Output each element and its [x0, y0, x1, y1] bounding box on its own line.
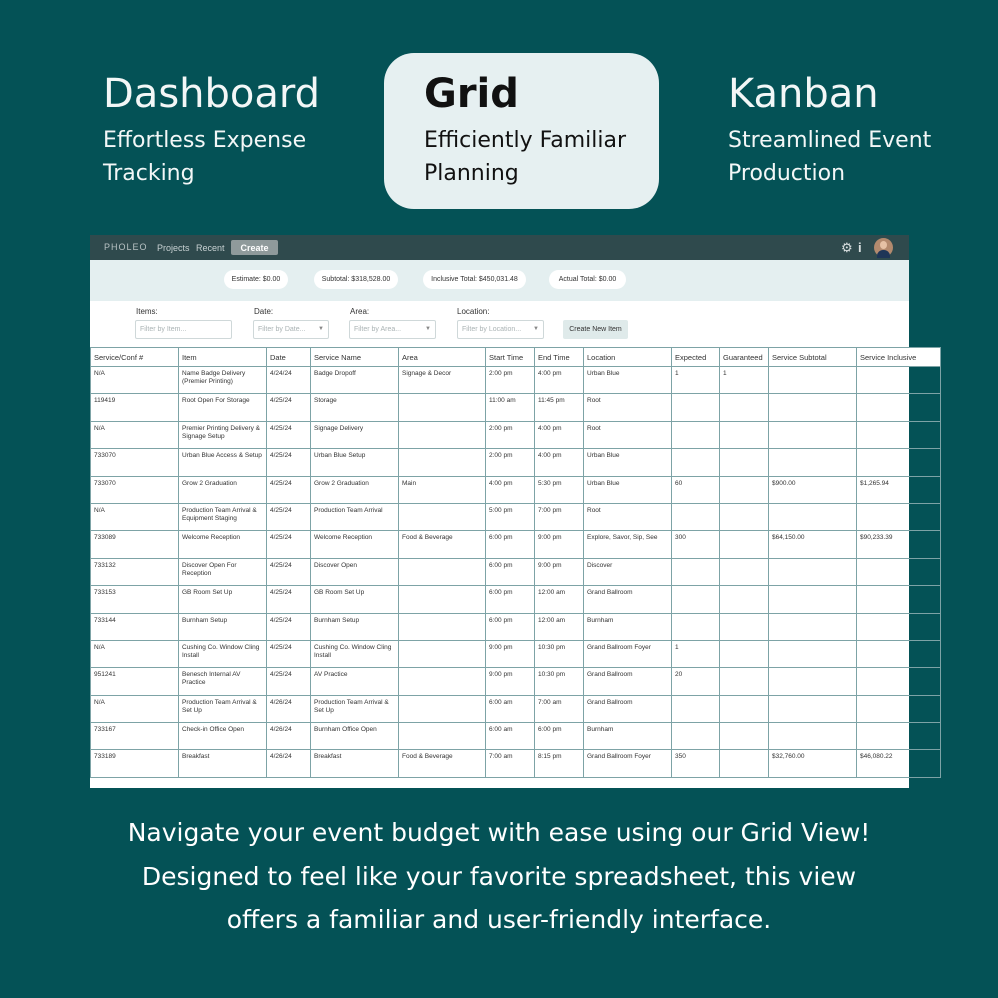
- table-cell[interactable]: $900.00: [769, 476, 857, 503]
- table-cell[interactable]: 9:00 pm: [486, 640, 535, 667]
- totals-bar: [90, 260, 909, 301]
- date-filter-placeholder: Filter by Date...: [258, 326, 306, 333]
- column-header[interactable]: Service/Conf #: [91, 348, 179, 367]
- table-cell[interactable]: 733144: [91, 613, 179, 640]
- table-row[interactable]: [91, 750, 941, 777]
- table-cell[interactable]: [399, 613, 486, 640]
- services-grid: [90, 347, 941, 778]
- table-cell[interactable]: 4/26/24: [267, 750, 311, 777]
- table-cell[interactable]: [672, 449, 720, 476]
- table-cell[interactable]: 2:00 pm: [486, 421, 535, 448]
- table-cell[interactable]: 10:30 pm: [535, 668, 584, 695]
- table-cell[interactable]: Grow 2 Graduation: [179, 476, 267, 503]
- table-row[interactable]: [91, 668, 941, 695]
- table-cell[interactable]: 10:30 pm: [535, 640, 584, 667]
- area-filter-select[interactable]: [349, 320, 436, 339]
- gear-icon[interactable]: ⚙: [841, 240, 853, 255]
- table-row[interactable]: [91, 558, 941, 585]
- table-cell[interactable]: 6:00 pm: [486, 586, 535, 613]
- caption-line-1: Navigate your event budget with ease using our Grid View!: [127, 818, 871, 847]
- table-cell[interactable]: [399, 449, 486, 476]
- table-cell[interactable]: Welcome Reception: [311, 531, 399, 558]
- inclusive-total: Inclusive Total: $450,031.48: [423, 270, 526, 289]
- table-cell[interactable]: 733167: [91, 723, 179, 750]
- column-header[interactable]: Location: [584, 348, 672, 367]
- table-cell[interactable]: 6:00 pm: [535, 723, 584, 750]
- table-cell[interactable]: Burnham Office Open: [311, 723, 399, 750]
- table-cell[interactable]: 733070: [91, 476, 179, 503]
- table-cell[interactable]: 4/25/24: [267, 449, 311, 476]
- app-top-bar: [90, 235, 909, 260]
- table-cell[interactable]: 4:00 pm: [535, 449, 584, 476]
- tab-grid-subtitle-line2: Planning: [424, 161, 519, 186]
- table-cell[interactable]: 20: [672, 668, 720, 695]
- table-cell[interactable]: 11:00 am: [486, 394, 535, 421]
- table-cell[interactable]: Grow 2 Graduation: [311, 476, 399, 503]
- table-cell[interactable]: Burnham: [584, 613, 672, 640]
- table-cell[interactable]: $1,265.94: [857, 476, 941, 503]
- table-cell[interactable]: [857, 613, 941, 640]
- table-cell[interactable]: Production Team Arrival & Equipment Staging: [179, 503, 267, 530]
- table-cell[interactable]: [720, 531, 769, 558]
- area-filter-label: Area:: [350, 307, 370, 316]
- table-cell[interactable]: Explore, Savor, Sip, See: [584, 531, 672, 558]
- location-filter-placeholder: Filter by Location...: [462, 326, 522, 333]
- table-cell[interactable]: N/A: [91, 695, 179, 722]
- caption-line-2: Designed to feel like your favorite spreadsheet, this view: [141, 862, 857, 891]
- table-cell[interactable]: [857, 449, 941, 476]
- table-cell[interactable]: Grand Ballroom: [584, 695, 672, 722]
- table-cell[interactable]: [720, 394, 769, 421]
- table-cell[interactable]: [720, 750, 769, 777]
- table-cell[interactable]: 7:00 am: [535, 695, 584, 722]
- tab-kanban-subtitle-line1: Streamlined Event: [728, 128, 932, 153]
- nav-projects[interactable]: Projects: [157, 243, 190, 253]
- table-cell[interactable]: [672, 586, 720, 613]
- table-cell[interactable]: 4:00 pm: [486, 476, 535, 503]
- table-cell[interactable]: [399, 394, 486, 421]
- table-cell[interactable]: [399, 640, 486, 667]
- table-cell[interactable]: Food & Beverage: [399, 750, 486, 777]
- table-cell[interactable]: [857, 668, 941, 695]
- table-cell[interactable]: 9:00 pm: [486, 668, 535, 695]
- table-cell[interactable]: [672, 613, 720, 640]
- table-cell[interactable]: [857, 723, 941, 750]
- table-cell[interactable]: 6:00 pm: [486, 558, 535, 585]
- table-cell[interactable]: Signage & Decor: [399, 367, 486, 394]
- table-cell[interactable]: [672, 558, 720, 585]
- table-cell[interactable]: 2:00 pm: [486, 367, 535, 394]
- table-cell[interactable]: Root Open For Storage: [179, 394, 267, 421]
- tab-dashboard-subtitle-line2: Tracking: [103, 161, 195, 186]
- table-cell[interactable]: [769, 668, 857, 695]
- table-cell[interactable]: [857, 367, 941, 394]
- table-cell[interactable]: [720, 586, 769, 613]
- actual-total: Actual Total: $0.00: [549, 270, 626, 289]
- table-cell[interactable]: [769, 695, 857, 722]
- table-cell[interactable]: 11:45 pm: [535, 394, 584, 421]
- table-cell[interactable]: 9:00 pm: [535, 531, 584, 558]
- table-cell[interactable]: Welcome Reception: [179, 531, 267, 558]
- table-cell[interactable]: [672, 421, 720, 448]
- tab-kanban-title: Kanban: [728, 71, 879, 117]
- table-cell[interactable]: 300: [672, 531, 720, 558]
- table-cell[interactable]: [399, 668, 486, 695]
- table-cell[interactable]: 733189: [91, 750, 179, 777]
- table-cell[interactable]: Check-in Office Open: [179, 723, 267, 750]
- column-header[interactable]: Service Inclusive: [857, 348, 941, 367]
- column-header[interactable]: Date: [267, 348, 311, 367]
- table-cell[interactable]: [672, 394, 720, 421]
- table-cell[interactable]: Name Badge Delivery (Premier Printing): [179, 367, 267, 394]
- column-header[interactable]: Service Name: [311, 348, 399, 367]
- table-cell[interactable]: 733153: [91, 586, 179, 613]
- tab-grid-subtitle-line1: Efficiently Familiar: [424, 128, 627, 153]
- table-cell[interactable]: 4/25/24: [267, 558, 311, 585]
- grid-body: [91, 367, 941, 778]
- table-row[interactable]: [91, 394, 941, 421]
- items-filter-label: Items:: [136, 307, 158, 316]
- avatar-head: [880, 241, 887, 249]
- table-cell[interactable]: 1: [672, 640, 720, 667]
- table-cell[interactable]: $32,760.00: [769, 750, 857, 777]
- column-header[interactable]: Guaranteed: [720, 348, 769, 367]
- table-cell[interactable]: 2:00 pm: [486, 449, 535, 476]
- table-cell[interactable]: N/A: [91, 367, 179, 394]
- column-header[interactable]: Item: [179, 348, 267, 367]
- table-cell[interactable]: [720, 449, 769, 476]
- table-cell[interactable]: Badge Dropoff: [311, 367, 399, 394]
- tab-grid[interactable]: [424, 70, 626, 190]
- date-filter-label: Date:: [254, 307, 274, 316]
- tab-dashboard-subtitle: [103, 124, 320, 190]
- column-header[interactable]: End Time: [535, 348, 584, 367]
- grid-view-screenshot: [90, 235, 917, 788]
- table-cell[interactable]: Discover Open: [311, 558, 399, 585]
- nav-recent[interactable]: Recent: [196, 243, 225, 253]
- chevron-down-icon: ▼: [318, 326, 324, 332]
- tab-dashboard[interactable]: [103, 70, 320, 190]
- table-cell[interactable]: 350: [672, 750, 720, 777]
- tab-grid-title: Grid: [424, 71, 519, 117]
- table-cell[interactable]: [769, 558, 857, 585]
- table-cell[interactable]: GB Room Set Up: [311, 586, 399, 613]
- table-cell[interactable]: 6:00 pm: [486, 613, 535, 640]
- table-cell[interactable]: 4/25/24: [267, 476, 311, 503]
- table-cell[interactable]: Urban Blue: [584, 449, 672, 476]
- table-row[interactable]: [91, 723, 941, 750]
- table-row[interactable]: [91, 476, 941, 503]
- table-cell[interactable]: [399, 695, 486, 722]
- table-cell[interactable]: [720, 723, 769, 750]
- table-cell[interactable]: Main: [399, 476, 486, 503]
- table-cell[interactable]: [857, 421, 941, 448]
- table-cell[interactable]: Production Team Arrival & Set Up: [179, 695, 267, 722]
- tab-grid-subtitle: [424, 124, 626, 190]
- table-cell[interactable]: Burnham Setup: [311, 613, 399, 640]
- table-cell[interactable]: 4:00 pm: [535, 367, 584, 394]
- table-cell[interactable]: Grand Ballroom: [584, 668, 672, 695]
- create-button[interactable]: Create: [231, 240, 278, 255]
- table-cell[interactable]: [857, 558, 941, 585]
- table-cell[interactable]: [672, 695, 720, 722]
- table-cell[interactable]: Production Team Arrival: [311, 503, 399, 530]
- avatar-body: [877, 250, 890, 258]
- table-cell[interactable]: [857, 503, 941, 530]
- table-cell[interactable]: [769, 613, 857, 640]
- table-cell[interactable]: [857, 394, 941, 421]
- table-cell[interactable]: Signage Delivery: [311, 421, 399, 448]
- table-row[interactable]: [91, 531, 941, 558]
- table-cell[interactable]: N/A: [91, 640, 179, 667]
- table-cell[interactable]: [720, 613, 769, 640]
- column-header[interactable]: Area: [399, 348, 486, 367]
- table-cell[interactable]: 6:00 am: [486, 695, 535, 722]
- table-cell[interactable]: Production Team Arrival & Set Up: [311, 695, 399, 722]
- table-row[interactable]: [91, 421, 941, 448]
- grid-header-row: [91, 348, 941, 367]
- table-cell[interactable]: Grand Ballroom Foyer: [584, 750, 672, 777]
- table-cell[interactable]: 733070: [91, 449, 179, 476]
- table-cell[interactable]: [720, 668, 769, 695]
- table-row[interactable]: [91, 586, 941, 613]
- date-filter-select[interactable]: [253, 320, 329, 339]
- table-cell[interactable]: 4/26/24: [267, 695, 311, 722]
- table-cell[interactable]: [399, 421, 486, 448]
- table-cell[interactable]: Grand Ballroom: [584, 586, 672, 613]
- table-cell[interactable]: Root: [584, 503, 672, 530]
- table-cell[interactable]: [672, 503, 720, 530]
- table-cell[interactable]: [857, 586, 941, 613]
- table-cell[interactable]: 4/25/24: [267, 586, 311, 613]
- table-cell[interactable]: GB Room Set Up: [179, 586, 267, 613]
- tab-kanban-subtitle: [728, 124, 931, 190]
- table-cell[interactable]: [399, 723, 486, 750]
- table-cell[interactable]: 9:00 pm: [535, 558, 584, 585]
- table-cell[interactable]: $46,080.22: [857, 750, 941, 777]
- table-cell[interactable]: $90,233.39: [857, 531, 941, 558]
- table-cell[interactable]: 1: [720, 367, 769, 394]
- table-row[interactable]: [91, 695, 941, 722]
- table-cell[interactable]: AV Practice: [311, 668, 399, 695]
- table-cell[interactable]: N/A: [91, 503, 179, 530]
- table-cell[interactable]: [720, 476, 769, 503]
- table-cell[interactable]: 6:00 pm: [486, 531, 535, 558]
- table-cell[interactable]: Grand Ballroom Foyer: [584, 640, 672, 667]
- table-cell[interactable]: 951241: [91, 668, 179, 695]
- table-cell[interactable]: 4/25/24: [267, 421, 311, 448]
- table-cell[interactable]: 5:00 pm: [486, 503, 535, 530]
- table-cell[interactable]: Root: [584, 421, 672, 448]
- table-cell[interactable]: 4/24/24: [267, 367, 311, 394]
- table-row[interactable]: [91, 640, 941, 667]
- column-header[interactable]: Expected: [672, 348, 720, 367]
- table-cell[interactable]: Urban Blue Setup: [311, 449, 399, 476]
- filter-bar: [90, 301, 909, 347]
- location-filter-select[interactable]: [457, 320, 544, 339]
- tab-kanban-subtitle-line2: Production: [728, 161, 846, 186]
- table-cell[interactable]: [769, 723, 857, 750]
- table-cell[interactable]: [720, 695, 769, 722]
- table-cell[interactable]: 4/25/24: [267, 531, 311, 558]
- table-cell[interactable]: [769, 394, 857, 421]
- table-cell[interactable]: Discover Open For Reception: [179, 558, 267, 585]
- tab-dashboard-subtitle-line1: Effortless Expense: [103, 128, 307, 153]
- table-cell[interactable]: [399, 503, 486, 530]
- table-cell[interactable]: 7:00 am: [486, 750, 535, 777]
- table-cell[interactable]: 12:00 am: [535, 613, 584, 640]
- table-row[interactable]: [91, 367, 941, 394]
- subtotal-total: Subtotal: $318,528.00: [314, 270, 398, 289]
- table-cell[interactable]: [769, 367, 857, 394]
- table-cell[interactable]: [672, 723, 720, 750]
- table-row[interactable]: [91, 613, 941, 640]
- table-cell[interactable]: [769, 586, 857, 613]
- table-row[interactable]: [91, 449, 941, 476]
- table-cell[interactable]: 4/25/24: [267, 613, 311, 640]
- table-cell[interactable]: [720, 558, 769, 585]
- table-cell[interactable]: 733089: [91, 531, 179, 558]
- table-cell[interactable]: Food & Beverage: [399, 531, 486, 558]
- table-cell[interactable]: [769, 640, 857, 667]
- table-cell[interactable]: [857, 640, 941, 667]
- table-cell[interactable]: Discover: [584, 558, 672, 585]
- table-cell[interactable]: Breakfast: [311, 750, 399, 777]
- table-cell[interactable]: 1: [672, 367, 720, 394]
- table-cell[interactable]: [769, 421, 857, 448]
- chevron-down-icon: ▼: [533, 326, 539, 332]
- info-icon[interactable]: i: [858, 240, 862, 255]
- table-cell[interactable]: 8:15 pm: [535, 750, 584, 777]
- table-cell[interactable]: Cushing Co. Window Cling Install: [311, 640, 399, 667]
- avatar[interactable]: [874, 238, 893, 257]
- tab-kanban[interactable]: [728, 70, 931, 190]
- table-cell[interactable]: Urban Blue: [584, 476, 672, 503]
- table-cell[interactable]: Storage: [311, 394, 399, 421]
- table-cell[interactable]: 4/26/24: [267, 723, 311, 750]
- table-cell[interactable]: $64,150.00: [769, 531, 857, 558]
- table-cell[interactable]: 4:00 pm: [535, 421, 584, 448]
- table-cell[interactable]: Breakfast: [179, 750, 267, 777]
- table-cell[interactable]: [399, 558, 486, 585]
- area-filter-placeholder: Filter by Area...: [354, 326, 402, 333]
- table-cell[interactable]: N/A: [91, 421, 179, 448]
- table-cell[interactable]: Cushing Co. Window Cling Install: [179, 640, 267, 667]
- table-cell[interactable]: 119419: [91, 394, 179, 421]
- column-header[interactable]: Start Time: [486, 348, 535, 367]
- table-cell[interactable]: 60: [672, 476, 720, 503]
- estimate-total: Estimate: $0.00: [224, 270, 288, 289]
- chevron-down-icon: ▼: [425, 326, 431, 332]
- table-cell[interactable]: 4/25/24: [267, 640, 311, 667]
- table-cell[interactable]: [720, 640, 769, 667]
- caption-line-3: offers a familiar and user-friendly interface.: [226, 905, 772, 934]
- table-cell[interactable]: [769, 449, 857, 476]
- table-cell[interactable]: 4/25/24: [267, 503, 311, 530]
- table-cell[interactable]: Burnham: [584, 723, 672, 750]
- table-cell[interactable]: 12:00 am: [535, 586, 584, 613]
- items-filter-input[interactable]: Filter by Item...: [135, 320, 232, 339]
- table-cell[interactable]: 4/25/24: [267, 668, 311, 695]
- table-cell[interactable]: Root: [584, 394, 672, 421]
- table-cell[interactable]: [720, 503, 769, 530]
- table-cell[interactable]: 6:00 am: [486, 723, 535, 750]
- app-logo[interactable]: PHOLEO: [104, 242, 148, 252]
- table-cell[interactable]: [857, 695, 941, 722]
- create-new-item-button[interactable]: Create New Item: [563, 320, 628, 339]
- table-cell[interactable]: 5:30 pm: [535, 476, 584, 503]
- table-cell[interactable]: Burnham Setup: [179, 613, 267, 640]
- column-header[interactable]: Service Subtotal: [769, 348, 857, 367]
- table-cell[interactable]: Urban Blue: [584, 367, 672, 394]
- table-cell[interactable]: 733132: [91, 558, 179, 585]
- table-cell[interactable]: Premier Printing Delivery & Signage Setup: [179, 421, 267, 448]
- table-cell[interactable]: 4/25/24: [267, 394, 311, 421]
- table-cell[interactable]: Benesch Internal AV Practice: [179, 668, 267, 695]
- table-cell[interactable]: [399, 586, 486, 613]
- table-cell[interactable]: 7:00 pm: [535, 503, 584, 530]
- table-row[interactable]: [91, 503, 941, 530]
- table-cell[interactable]: Urban Blue Access & Setup: [179, 449, 267, 476]
- table-cell[interactable]: [769, 503, 857, 530]
- location-filter-label: Location:: [457, 307, 490, 316]
- table-cell[interactable]: [720, 421, 769, 448]
- tab-dashboard-title: Dashboard: [103, 71, 321, 117]
